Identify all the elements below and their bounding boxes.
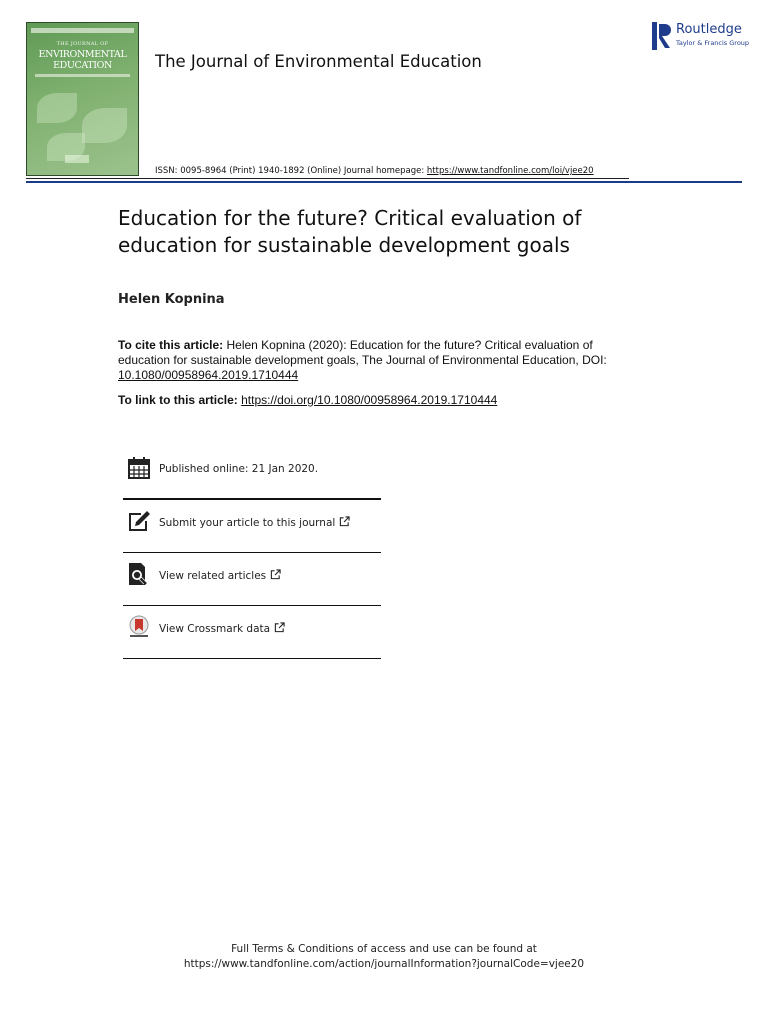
published-online-label: Published online: 21 Jan 2020. — [159, 463, 319, 475]
journal-cover-image — [26, 22, 139, 176]
cover-leaf-decoration — [37, 93, 77, 123]
article-link-line — [118, 393, 497, 407]
article-doi-url-link[interactable]: https://doi.org/10.1080/00958964.2019.1710444 — [241, 393, 498, 407]
view-related-articles-link[interactable]: View related articles — [159, 569, 281, 582]
external-link-icon — [270, 569, 281, 580]
calendar-icon — [127, 456, 151, 480]
edit-icon — [127, 509, 151, 533]
publisher-group: Taylor & Francis Group — [676, 39, 750, 47]
crossmark-row[interactable] — [123, 615, 381, 655]
article-author: Helen Kopnina — [118, 292, 225, 307]
article-link-label: To link to this article: — [118, 393, 242, 407]
routledge-logo-icon — [652, 22, 672, 50]
external-link-icon — [339, 516, 350, 527]
cover-publisher-logo — [65, 155, 89, 163]
header-divider-thin — [26, 178, 629, 179]
footer-terms — [0, 942, 768, 972]
published-online-row — [123, 456, 381, 496]
submit-article-link[interactable]: Submit your article to this journal — [159, 516, 350, 529]
issn-text: ISSN: 0095-8964 (Print) 1940-1892 (Online) Journal homepage: — [155, 166, 427, 176]
journal-title[interactable]: The Journal of Environmental Education — [155, 52, 482, 71]
info-divider — [123, 605, 381, 606]
citation-label: To cite this article: — [118, 338, 224, 352]
view-crossmark-data-link[interactable]: View Crossmark data — [159, 622, 285, 635]
header-divider-blue — [26, 181, 742, 183]
cover-title-line1: ENVIRONMENTAL — [38, 49, 127, 60]
info-divider — [123, 658, 381, 659]
citation-doi-link[interactable]: 10.1080/00958964.2019.1710444 — [118, 368, 299, 382]
publisher-name: Routledge — [676, 22, 742, 37]
footer-line1: Full Terms & Conditions of access and use can be found at — [231, 943, 537, 955]
cover-pre-title: THE JOURNAL OF — [56, 41, 109, 47]
cover-subtitle-strip — [35, 74, 130, 77]
footer-terms-url[interactable]: https://www.tandfonline.com/action/journalInformation?journalCode=vjee20 — [183, 958, 585, 970]
article-title: Education for the future? Critical evaluation of education for sustainable development goals — [118, 206, 582, 257]
document-search-icon — [127, 562, 151, 586]
info-divider — [123, 552, 381, 553]
cover-title — [27, 49, 138, 71]
citation-block — [118, 338, 638, 383]
issn-line — [155, 166, 594, 176]
external-link-icon — [274, 622, 285, 633]
citation-text: Helen Kopnina (2020): Education for the future? Critical evaluation of education for sustainable development goals, The Journal of Environmental Education, DOI: — [118, 338, 607, 367]
journal-homepage-link[interactable]: https://www.tandfonline.com/loi/vjee20 — [426, 166, 594, 176]
submit-article-row[interactable] — [123, 509, 381, 549]
cover-title-line2: EDUCATION — [53, 60, 112, 71]
info-divider — [123, 498, 381, 500]
related-articles-row[interactable] — [123, 562, 381, 602]
crossmark-icon — [127, 615, 151, 639]
cover-leaf-decoration — [82, 108, 127, 143]
cover-header-strip — [31, 28, 134, 33]
